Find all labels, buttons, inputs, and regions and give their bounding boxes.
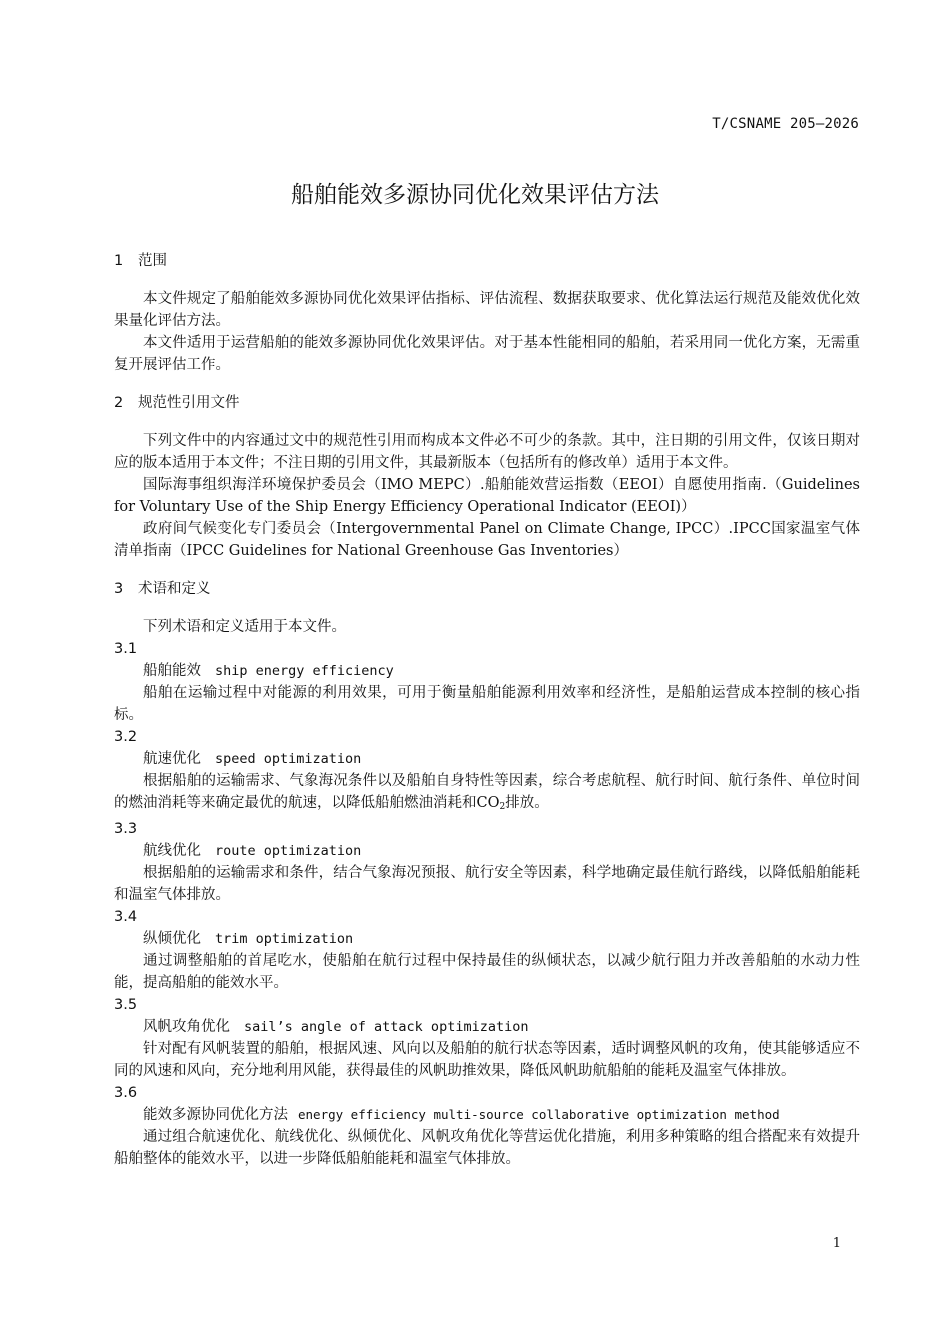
page-title: 船舶能效多源协同优化效果评估方法: [291, 182, 659, 208]
paragraph: 本文件适用于运营船舶的能效多源协同优化效果评估。对于基本性能相同的船舶，若采用同一优化方案，无需重复开展评估工作。: [114, 335, 860, 373]
term-en: route optimization: [215, 843, 362, 859]
term-definition: 针对配有风帆装置的船舶，根据风速、风向以及船舶的航行状态等因素，适时调整风帆的攻角，使其能够适应不同的风速和风向，充分地利用风能，获得最佳的风帆助推效果，降低风帆助航船舶的能耗及温室气体排放。: [114, 1041, 860, 1079]
section-1-heading: [114, 250, 860, 272]
term-number: 3.2: [114, 729, 138, 745]
term-en: sail’s angle of attack optimization: [244, 1019, 529, 1035]
section-title: 范围: [138, 253, 167, 269]
term-en: ship energy efficiency: [215, 663, 394, 679]
section-3-heading: [114, 578, 860, 600]
term-definition: 通过调整船舶的首尾吃水，使船舶在航行过程中保持最佳的纵倾状态，以减少航行阻力并改善船舶的水动力性能，提高船舶的能效水平。: [114, 953, 860, 991]
term-number: 3.4: [114, 909, 138, 925]
section-2-heading: [114, 392, 860, 414]
reference-ipcc: 政府间气候变化专门委员会（Intergovernmental Panel on Climate Change, IPCC）.IPCC国家温室气体清单指南（IPCC Guidelines for National Greenhouse Gas Inventories）: [114, 521, 860, 559]
term-en: speed optimization: [215, 751, 362, 767]
term-heading: [114, 928, 860, 950]
subscript: 2: [499, 802, 506, 812]
page-number: 1: [832, 1236, 841, 1251]
section-number: 3: [114, 581, 124, 597]
standard-code: T/CSNAME 205—2026: [712, 116, 859, 132]
term-zh: 航速优化: [143, 751, 201, 767]
term-definition: 根据船舶的运输需求和条件，结合气象海况预报、航行安全等因素，科学地确定最佳航行路线，以降低船舶能耗和温室气体排放。: [114, 865, 860, 903]
section-number: 2: [114, 395, 124, 411]
section-title: 术语和定义: [138, 581, 211, 597]
term-en: trim optimization: [215, 931, 354, 947]
section-title: 规范性引用文件: [138, 395, 240, 411]
paragraph: 下列术语和定义适用于本文件。: [143, 619, 346, 635]
section-number: 1: [114, 253, 124, 269]
term-definition: 通过组合航速优化、航线优化、纵倾优化、风帆攻角优化等营运优化措施，利用多种策略的组合搭配来有效提升船舶整体的能效水平，以进一步降低船舶能耗和温室气体排放。: [114, 1129, 860, 1167]
paragraph: 下列文件中的内容通过文中的规范性引用而构成本文件必不可少的条款。其中，注日期的引用文件，仅该日期对应的版本适用于本文件；不注日期的引用文件，其最新版本（包括所有的修改单）适用于本文件。: [114, 433, 860, 471]
term-zh: 风帆攻角优化: [143, 1019, 230, 1035]
paragraph: 本文件规定了船舶能效多源协同优化效果评估指标、评估流程、数据获取要求、优化算法运行规范及能效优化效果量化评估方法。: [114, 291, 860, 329]
term-heading: [114, 840, 860, 862]
term-heading: [114, 1104, 860, 1126]
term-number: 3.1: [114, 641, 138, 657]
term-zh: 航线优化: [143, 843, 201, 859]
term-definition: 根据船舶的运输需求、气象海况条件以及船舶自身特性等因素，综合考虑航程、航行时间、航行条件、单位时间的燃油消耗等来确定最优的航速，以降低船舶燃油消耗和$CO_2$排放。: [114, 773, 860, 812]
reference-imo: 国际海事组织海洋环境保护委员会（IMO MEPC）.船舶能效营运指数（EEOI）自愿使用指南.（Guidelines for Voluntary Use of the Ship Energy Efficiency Operational Indicator (EEOI)）: [114, 477, 860, 515]
term-number: 3.3: [114, 821, 138, 837]
term-heading: [114, 1016, 860, 1038]
term-zh: 能效多源协同优化方法: [143, 1107, 288, 1123]
term-zh: 船舶能效: [143, 663, 201, 679]
term-number: 3.6: [114, 1085, 138, 1101]
term-definition: 船舶在运输过程中对能源的利用效果，可用于衡量船舶能源利用效率和经济性，是船舶运营成本控制的核心指标。: [114, 685, 860, 723]
term-number: 3.5: [114, 997, 138, 1013]
term-zh: 纵倾优化: [143, 931, 201, 947]
document-body: [114, 250, 860, 1170]
term-heading: [114, 660, 860, 682]
term-heading: [114, 748, 860, 770]
term-en: energy efficiency multi-source collaborative optimization method: [298, 1107, 780, 1122]
